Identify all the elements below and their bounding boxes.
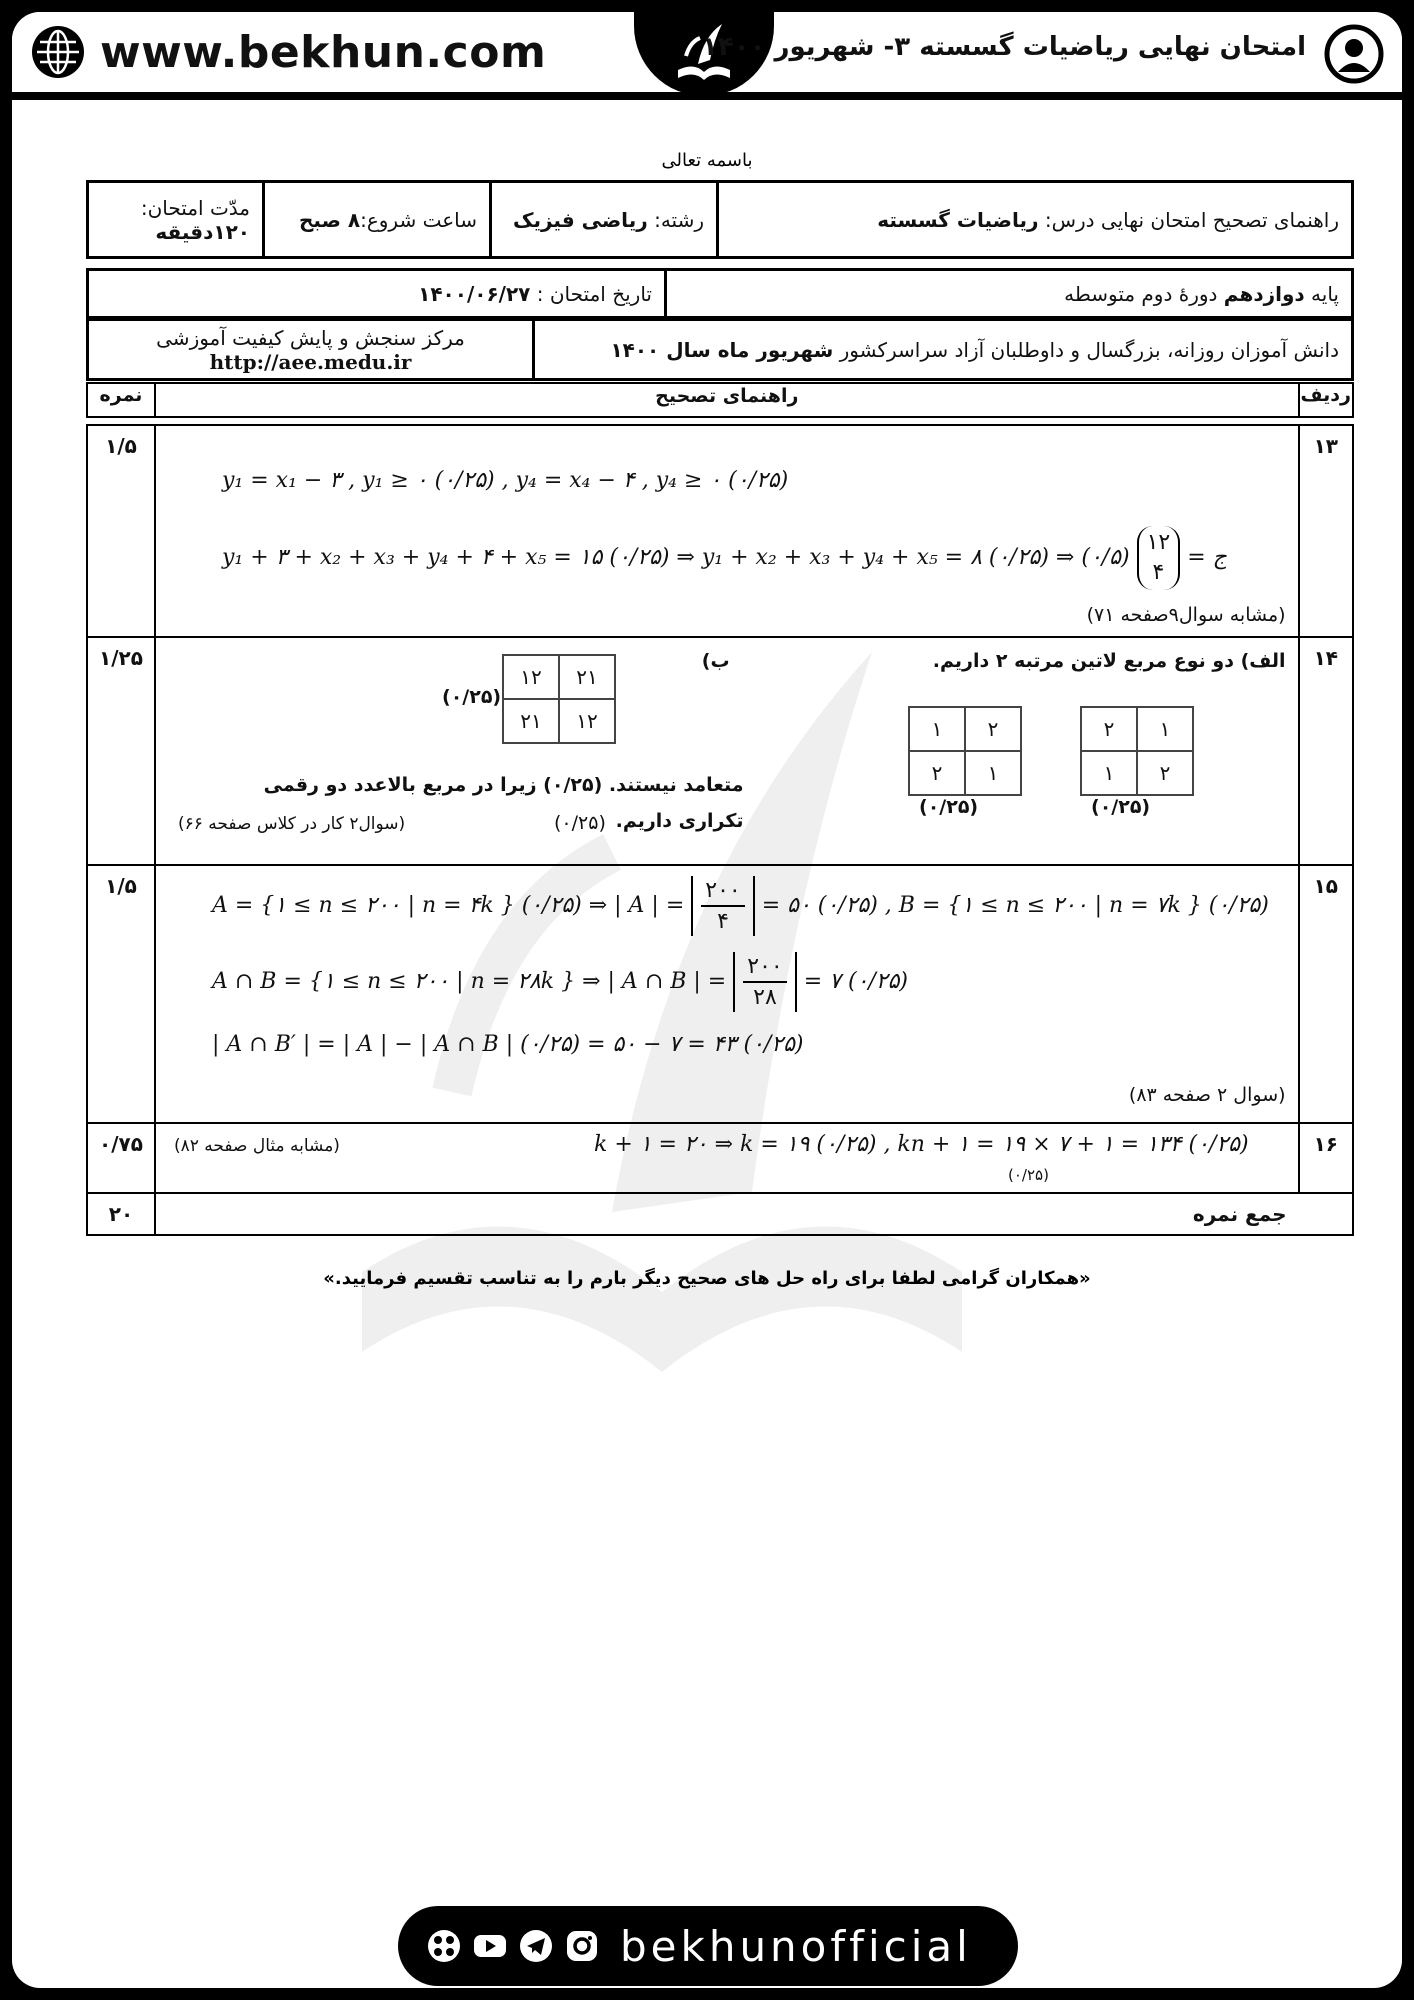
youtube-icon[interactable] bbox=[472, 1928, 508, 1964]
duration-cell: مدّت امتحان: ۱۲۰دقیقه bbox=[88, 182, 264, 258]
instagram-icon[interactable] bbox=[564, 1928, 600, 1964]
question-number: ۱۶ bbox=[1299, 1123, 1353, 1193]
date-cell: تاریخ امتحان : ۱۴۰۰/۰۶/۲۷ bbox=[88, 270, 666, 318]
latin-square-3: ۱۲ ۲۱ ۲۱ ۱۲ bbox=[502, 654, 616, 744]
telegram-icon[interactable] bbox=[518, 1928, 554, 1964]
q13-line1: y₁ = x₁ − ۳ , y₁ ≥ ۰ (۰/۲۵) , y₄ = x₄ − ۴ , y₄ ≥ ۰ (۰/۲۵) bbox=[222, 468, 789, 493]
bismillah: باسمه تعالی bbox=[661, 150, 753, 171]
exam-info-table bbox=[86, 180, 1354, 259]
answer-table bbox=[86, 382, 1354, 1236]
center-cell: مرکز سنجش و پایش کیفیت آموزشی http://aee.medu.ir bbox=[88, 320, 534, 380]
question-score: ۱/۲۵ bbox=[87, 637, 155, 865]
site-url[interactable]: www.bekhun.com bbox=[100, 26, 547, 78]
globe-icon bbox=[30, 24, 86, 80]
answer-q13 bbox=[155, 425, 1299, 637]
sq3-score: (۰/۲۵) bbox=[442, 686, 502, 708]
social-bar bbox=[398, 1906, 1018, 1986]
site-link[interactable] bbox=[30, 24, 546, 80]
top-banner bbox=[12, 12, 1402, 100]
table-row bbox=[87, 1123, 1353, 1193]
answer-q15 bbox=[155, 865, 1299, 1123]
question-number: ۱۵ bbox=[1299, 865, 1353, 1123]
page-title: امتحان نهایی ریاضیات گسسته ۳- شهریور ۱۴۰۰ bbox=[701, 32, 1306, 62]
q14-part-b: ب) bbox=[701, 650, 730, 672]
total-label: جمع نمره bbox=[155, 1193, 1299, 1235]
table-row bbox=[87, 865, 1353, 1123]
social-handle[interactable]: bekhunofficial bbox=[620, 1921, 972, 1971]
q13-line2: y₁ + ۳ + x₂ + x₃ + y₄ + ۴ + x₅ = ۱۵ (۰/۲۵) ⇒ y₁ + x₂ + x₃ + y₄ + x₅ = ۸ (۰/۲۵) ⇒ ج = ۱۲ ۴ (۰/۵) bbox=[222, 526, 1227, 590]
total-score: ۲۰ bbox=[87, 1193, 155, 1235]
q15-line1: A = {۱ ≤ n ≤ ۲۰۰ | n = ۴k } (۰/۲۵) ⇒ | A | = $\frac{۲۰۰}{۴}$ = ۵۰ (۰/۲۵) , B = {۱ ≤ n ≤ ۲۰۰ | n = ۷k } (۰/۲۵) bbox=[212, 878, 1269, 934]
q13-reference: (مشابه سوال۹صفحه ۷۱) bbox=[1086, 604, 1286, 626]
q13-binomial: ۱۲ ۴ bbox=[1137, 526, 1181, 590]
students-row bbox=[86, 318, 1354, 381]
grade-row bbox=[86, 268, 1354, 319]
sq1-score: (۰/۲۵) bbox=[1091, 796, 1151, 818]
table-row bbox=[87, 637, 1353, 865]
answer-q14 bbox=[155, 637, 1299, 865]
col-header-guide: راهنمای تصحیح bbox=[155, 383, 1299, 417]
q16-reference: (مشابه مثال صفحه ۸۲) bbox=[174, 1136, 340, 1156]
q16-under-score: (۰/۲۵) bbox=[1008, 1166, 1049, 1184]
q14-reference: (سوال۲ کار در کلاس صفحه ۶۶) bbox=[178, 814, 406, 834]
latin-square-1: ۲ ۱ ۱ ۲ bbox=[1080, 706, 1194, 796]
course-cell: راهنمای تصحیح امتحان نهایی درس: ریاضیات گسسته bbox=[718, 182, 1353, 258]
user-icon[interactable] bbox=[1324, 24, 1384, 84]
latin-square-2: ۱ ۲ ۲ ۱ bbox=[908, 706, 1022, 796]
field-cell: رشته: ریاضی فیزیک bbox=[491, 182, 718, 258]
grade-cell: پایه دوازدهم دورهٔ دوم متوسطه bbox=[666, 270, 1353, 318]
col-header-row: ردیف bbox=[1299, 383, 1353, 417]
q15-reference: (سوال ۲ صفحه ۸۳) bbox=[1128, 1084, 1286, 1106]
question-number: ۱۴ bbox=[1299, 637, 1353, 865]
sq2-score: (۰/۲۵) bbox=[919, 796, 979, 818]
q14-text2-score: (۰/۲۵) bbox=[554, 812, 606, 834]
total-row bbox=[87, 1193, 1353, 1235]
answer-q16 bbox=[155, 1123, 1299, 1193]
students-cell: دانش آموزان روزانه، بزرگسال و داوطلبان آزاد سراسرکشور شهریور ماه سال ۱۴۰۰ bbox=[534, 320, 1353, 380]
aparat-icon[interactable] bbox=[426, 1928, 462, 1964]
q14-part-a: الف) دو نوع مربع لاتین مرتبه ۲ داریم. bbox=[932, 650, 1286, 672]
q15-line3: | A ∩ B′ | = | A | − | A ∩ B | (۰/۲۵) = ۵۰ − ۷ = ۴۳ (۰/۲۵) bbox=[212, 1032, 804, 1057]
question-number: ۱۳ bbox=[1299, 425, 1353, 637]
page bbox=[12, 12, 1402, 1988]
start-time-cell: ساعت شروع:۸ صبح bbox=[264, 182, 491, 258]
q14-text1: متعامد نیستند. (۰/۲۵) زیرا در مربع بالاعدد دو رقمی bbox=[263, 774, 744, 796]
footnote: «همکاران گرامی لطفا برای راه حل های صحیح دیگر بارم را به تناسب تقسیم فرمایید.» bbox=[323, 1268, 1091, 1289]
q14-text2: تکراری داریم. bbox=[615, 810, 744, 832]
col-header-score: نمره bbox=[87, 383, 155, 417]
table-row bbox=[87, 425, 1353, 637]
q16-equation: k + ۱ = ۲۰ ⇒ k = ۱۹ (۰/۲۵) , kn + ۱ = ۱۹ × ۷ + ۱ = ۱۳۴ (۰/۲۵) bbox=[594, 1132, 1249, 1157]
q15-line2: A ∩ B = {۱ ≤ n ≤ ۲۰۰ | n = ۲۸k } ⇒ | A ∩ B | = $\frac{۲۰۰}{۲۸}$ = ۷ (۰/۲۵) bbox=[212, 954, 908, 1010]
center-url[interactable]: http://aee.medu.ir bbox=[209, 349, 412, 374]
question-score: ۰/۷۵ bbox=[87, 1123, 155, 1193]
question-score: ۱/۵ bbox=[87, 865, 155, 1123]
question-score: ۱/۵ bbox=[87, 425, 155, 637]
